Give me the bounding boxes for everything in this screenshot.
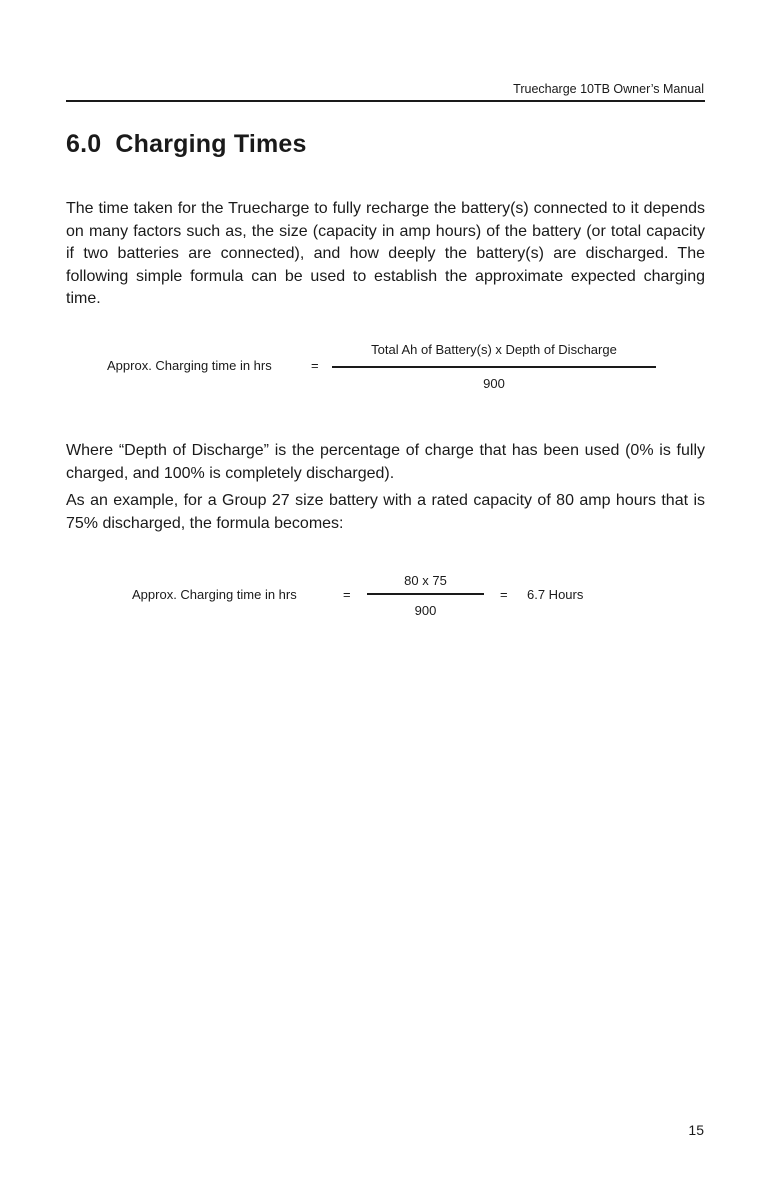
section-number: 6.0 <box>66 130 102 158</box>
equals-sign: = <box>311 358 319 373</box>
result-equals-sign: = <box>500 587 508 602</box>
formula-label: Approx. Charging time in hrs <box>132 587 297 602</box>
definition-paragraph: Where “Depth of Discharge” is the percentage of charge that has been used (0% is fully charged, and 100% is completely discharged). <box>66 442 705 482</box>
formula-numerator: 80 x 75 <box>404 573 447 588</box>
formula-result: 6.7 Hours <box>527 587 584 602</box>
running-header: Truecharge 10TB Owner’s Manual <box>513 82 704 96</box>
fraction-bar <box>332 366 656 368</box>
intro-paragraph: The time taken for the Truecharge to fully recharge the battery(s) connected to it depends on many factors such as, the size (capacity in amp hours) of the battery (or total capacity if two batteries are connected), and how deeply the battery(s) are discharged. The following simple formula can be used to establish the approximate expected charging time. <box>66 200 705 307</box>
page-number: 15 <box>688 1122 704 1138</box>
formula-denominator: 900 <box>414 603 437 618</box>
section-title-text: Charging Times <box>115 130 307 158</box>
formula-denominator: 900 <box>483 376 505 391</box>
formula-numerator: Total Ah of Battery(s) x Depth of Discharge <box>371 342 617 357</box>
formula-label: Approx. Charging time in hrs <box>107 358 272 373</box>
fraction-bar <box>367 593 484 595</box>
example-paragraph: As an example, for a Group 27 size battery with a rated capacity of 80 amp hours that is 75% discharged, the formula becomes: <box>66 492 705 532</box>
equals-sign: = <box>343 587 351 602</box>
header-divider <box>66 100 705 102</box>
section-title <box>66 130 307 159</box>
